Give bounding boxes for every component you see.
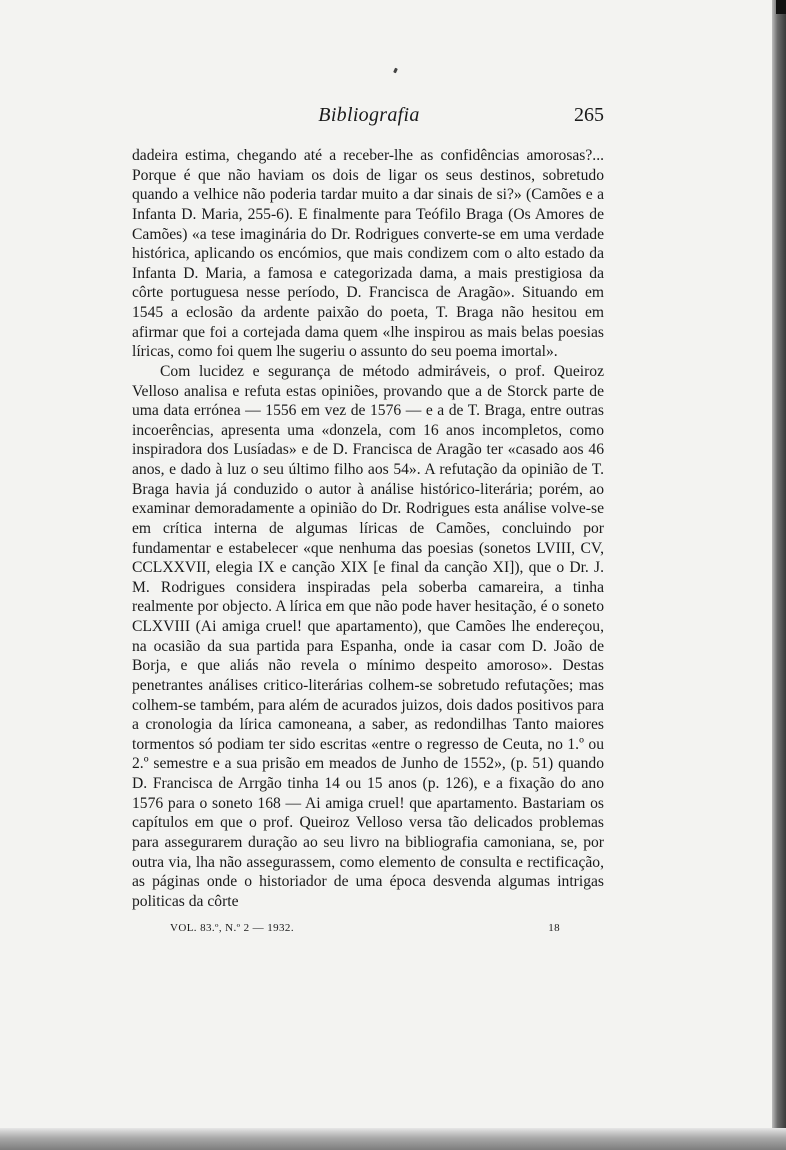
signature-mark: 18 bbox=[548, 922, 560, 934]
running-title: Bibliografia bbox=[318, 104, 420, 126]
page-header bbox=[134, 104, 604, 134]
page-footer bbox=[170, 922, 560, 940]
page-edge-bottom bbox=[0, 1128, 786, 1150]
page-corner bbox=[776, 0, 786, 14]
body-text bbox=[132, 146, 604, 911]
page-number: 265 bbox=[574, 104, 604, 126]
ink-speck bbox=[393, 68, 398, 74]
page-edge-right bbox=[772, 0, 786, 1150]
volume-line: VOL. 83.º, N.º 2 — 1932. bbox=[170, 922, 294, 934]
paragraph-continued: dadeira estima, chegando até a receber-lhe as confidências amorosas?... Porque é que não haviam os dois de ligar os seus destinos, sobretudo quando a velhice não poderia tardar muito a dar sinais de si?» (Camões e a Infanta D. Maria, 255-6). E finalmente para Teófilo Braga (Os Amores de Camões) «a tese imaginária do Dr. Rodrigues converte-se em uma verdade histórica, aplicando os encómios, que mais condizem com o alto estado da Infanta D. Maria, a famosa e categorizada dama, a mais prestigiosa da côrte portuguesa nesse período, D. Francisca de Aragão». Situando em 1545 a eclosão da ardente paixão do poeta, T. Braga não hesitou em afirmar que foi a cortejada dama quem «lhe inspirou as mais belas poesias líricas, como foi quem lhe sugeriu o assunto do seu poema imortal». bbox=[132, 147, 604, 361]
paragraph: Com lucidez e segurança de método admiráveis, o prof. Queiroz Velloso analisa e refuta estas opiniões, provando que a de Storck parte de uma data errónea — 1556 em vez de 1576 — e a de T. Braga, entre outras incoerências, apresenta uma «donzela, com 16 anos incompletos, como inspiradora dos Lusíadas» e de D. Francisca de Aragão ter «casado aos 46 anos, e dado à luz o seu último filho aos 54». A refutação da opinião de T. Braga havia já conduzido o autor à análise histórico-literária; porém, ao examinar demoradamente a opinião do Dr. Rodrigues esta análise volve-se em crítica interna de algumas líricas de Camões, concluindo por fundamentar e estabelecer «que nenhuma das poesias (sonetos LVIII, CV, CCLXXVII, elegia IX e canção XIX [e final da canção XI]), que o Dr. J. M. Rodrigues considera inspiradas pela soberba camareira, a tinha realmente por objecto. A lírica em que não pode haver hesitação, é o soneto CLXVIII (Ai amiga cruel! que apartamento), que Camões lhe endereçou, na ocasião da sua partida para Espanha, onde ia casar com D. João de Borja, e que aliás não revela o mínimo despeito amoroso». Destas penetrantes análises critico-literárias colhem-se sobretudo refutações; mas colhem-se também, para além de acurados juizos, dois dados positivos para a cronologia da lírica camoneana, a saber, as redondilhas Tanto maiores tormentos só podiam ter sido escritas «entre o regresso de Ceuta, no 1.º ou 2.º semestre e a sua prisão em meados de Junho de 1552», (p. 51) quando D. Francisca de Arrgão tinha 14 ou 15 anos (p. 126), e a fixação do ano 1576 para o soneto 168 — Ai amiga cruel! que apartamento. Bastariam os capítulos em que o prof. Queiroz Velloso versa tão delicados problemas para assegurarem duração ao seu livro na bibliografia camoniana, se, por outra via, lha não assegurassem, como elemento de consulta e rectificação, as páginas onde o historiador de uma época desvenda algumas intrigas politicas da côrte bbox=[132, 362, 604, 910]
